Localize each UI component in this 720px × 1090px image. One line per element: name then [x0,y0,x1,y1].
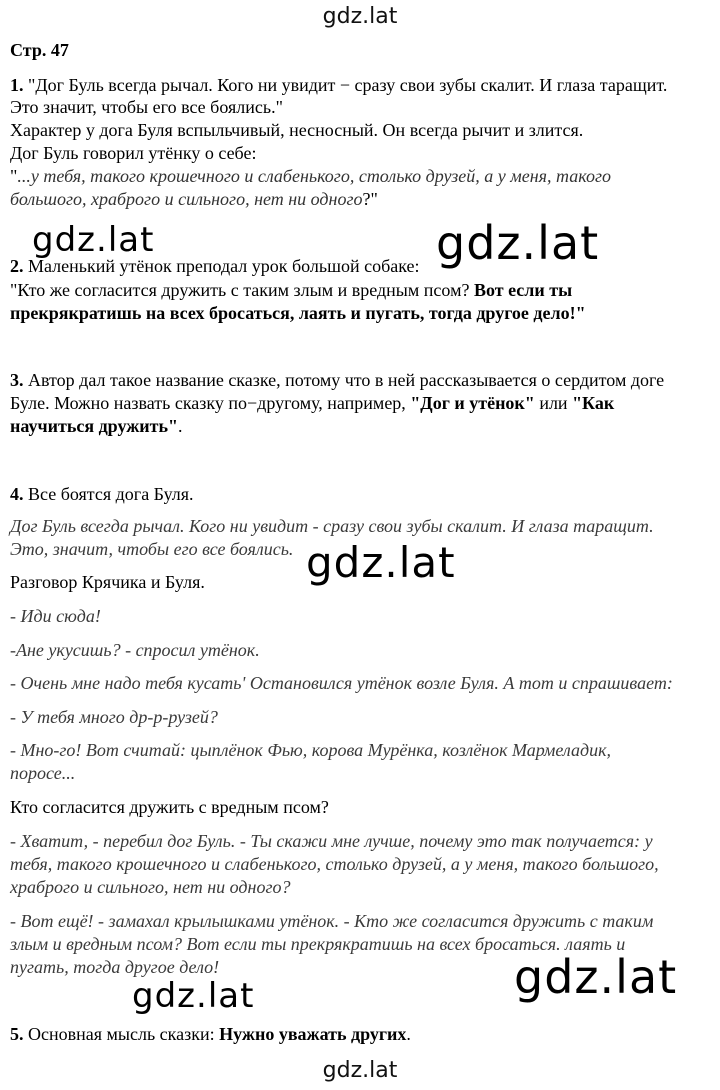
q4-dialog-2: -Ане укусишь? - спросил утёнок. [10,640,260,660]
q4-dialog-1: - Иди сюда! [10,606,101,626]
q1-quote-open: " [10,166,18,186]
q5-line-1 [10,1024,411,1044]
q4-exchange-5: злым и вредным псом? Вот если ты прекрякратишь на всех бросаться. лаять и [10,934,626,954]
q4-dialog-5: - Мно-го! Вот считай: цыплёнок Фью, корова Мурёнка, козлёнок Мармеладик, [10,740,611,760]
q3-number: 3. [10,370,24,390]
q4-exchange-3: храброго и сильного, нет ни одного? [10,877,291,897]
watermark-top: gdz.lat [322,4,398,29]
q3-text-1: Автор дал такое название сказке, потому что в ней рассказывается о сердитом доге [23,370,665,390]
watermark-overlay-3: gdz.lat [306,538,456,587]
q1-quote-text-2: большого, храброго и сильного, нет ни одного [10,189,363,209]
q4-number: 4. [10,484,24,504]
q1-line-4: Дог Буль говорил утёнку о себе: [10,143,257,163]
watermark-bottom: gdz.lat [322,1058,398,1083]
q5-number: 5. [10,1024,24,1044]
q2-line-3: прекрякратишь на всех бросаться, лаять и пугать, тогда другое дело!" [10,303,586,323]
q1-line-1 [10,75,667,95]
q3-line-2 [10,393,614,413]
q2-bold-1: Вот если ты [473,280,573,300]
q1-line-2: Это значит, чтобы его все боялись." [10,97,283,117]
q4-dialog-4: - У тебя много др-р-рузей? [10,707,218,727]
q1-line-3: Характер у дога Буля вспыльчивый, несносный. Он всегда рычит и злится. [10,120,584,140]
q4-heading-2: Кто согласится дружить с вредным псом? [10,797,329,817]
page-label: Стр. 47 [10,40,69,60]
q4-passage-2: Это, значит, чтобы его все боялись. [10,539,294,559]
q4-exchange-2: тебя, такого крошечного и слабенького, столько друзей, а у меня, такого большого, [10,854,659,874]
q1-number: 1. [10,75,24,95]
q5-text-1: Основная мысль сказки: [23,1024,220,1044]
q4-line-1 [10,484,194,504]
q2-text-1: Маленький утёнок преподал урок большой собаке: [23,256,420,276]
q3-period: . [178,416,183,436]
q4-text-1: Все боятся дога Буля. [23,484,194,504]
watermark-overlay-1: gdz.lat [32,220,155,260]
q3-title-2a: "Как [572,393,615,413]
q4-dialog-6: поросе... [10,763,76,783]
q2-line-1 [10,256,420,276]
q3-title-2b: научиться дружить" [10,416,178,436]
q3-title-1: "Дог и утёнок" [410,393,535,413]
q4-exchange-4: - Вот ещё! - замахал крылышками утёнок. - Кто же согласится дружить с таким [10,911,654,931]
q3-text-2: Буле. Можно назвать сказку по−другому, например, [10,393,411,413]
q1-text-1: "Дог Буль всегда рычал. Кого ни увидит − сразу свои зубы скалит. И глаза таращит. [23,75,668,95]
q4-exchange-6: пугать, тогда другое дело! [10,957,220,977]
q2-number: 2. [10,256,24,276]
q5-main-idea: Нужно уважать других [219,1024,407,1044]
q3-line-3 [10,416,183,436]
watermark-overlay-5: gdz.lat [132,976,255,1016]
q3-line-1 [10,370,664,390]
q4-exchange-1: - Хватит, - перебил дог Буль. - Ты скажи мне лучше, почему это так получается: у [10,831,653,851]
q3-text-3: или [534,393,573,413]
q2-text-2: "Кто же согласится дружить с таким злым и вредным псом? [10,280,474,300]
q1-quote-text-1: ...у тебя, такого крошечного и слабенького, столько друзей, а у меня, такого [17,166,612,186]
q1-line-5 [10,166,611,186]
q1-quote-close: ?" [362,189,378,209]
q4-dialog-3: - Очень мне надо тебя кусать' Остановился утёнок возле Буля. А тот и спрашивает: [10,673,673,693]
q4-passage-1: Дог Буль всегда рычал. Кого ни увидит - сразу свои зубы скалит. И глаза таращит. [10,516,654,536]
watermark-overlay-4: gdz.lat [514,950,678,1004]
q4-heading-1: Разговор Крячика и Буля. [10,572,205,592]
q2-line-2 [10,280,572,300]
q5-period: . [406,1024,411,1044]
q1-line-6 [10,189,378,209]
watermark-overlay-2: gdz.lat [436,216,600,270]
